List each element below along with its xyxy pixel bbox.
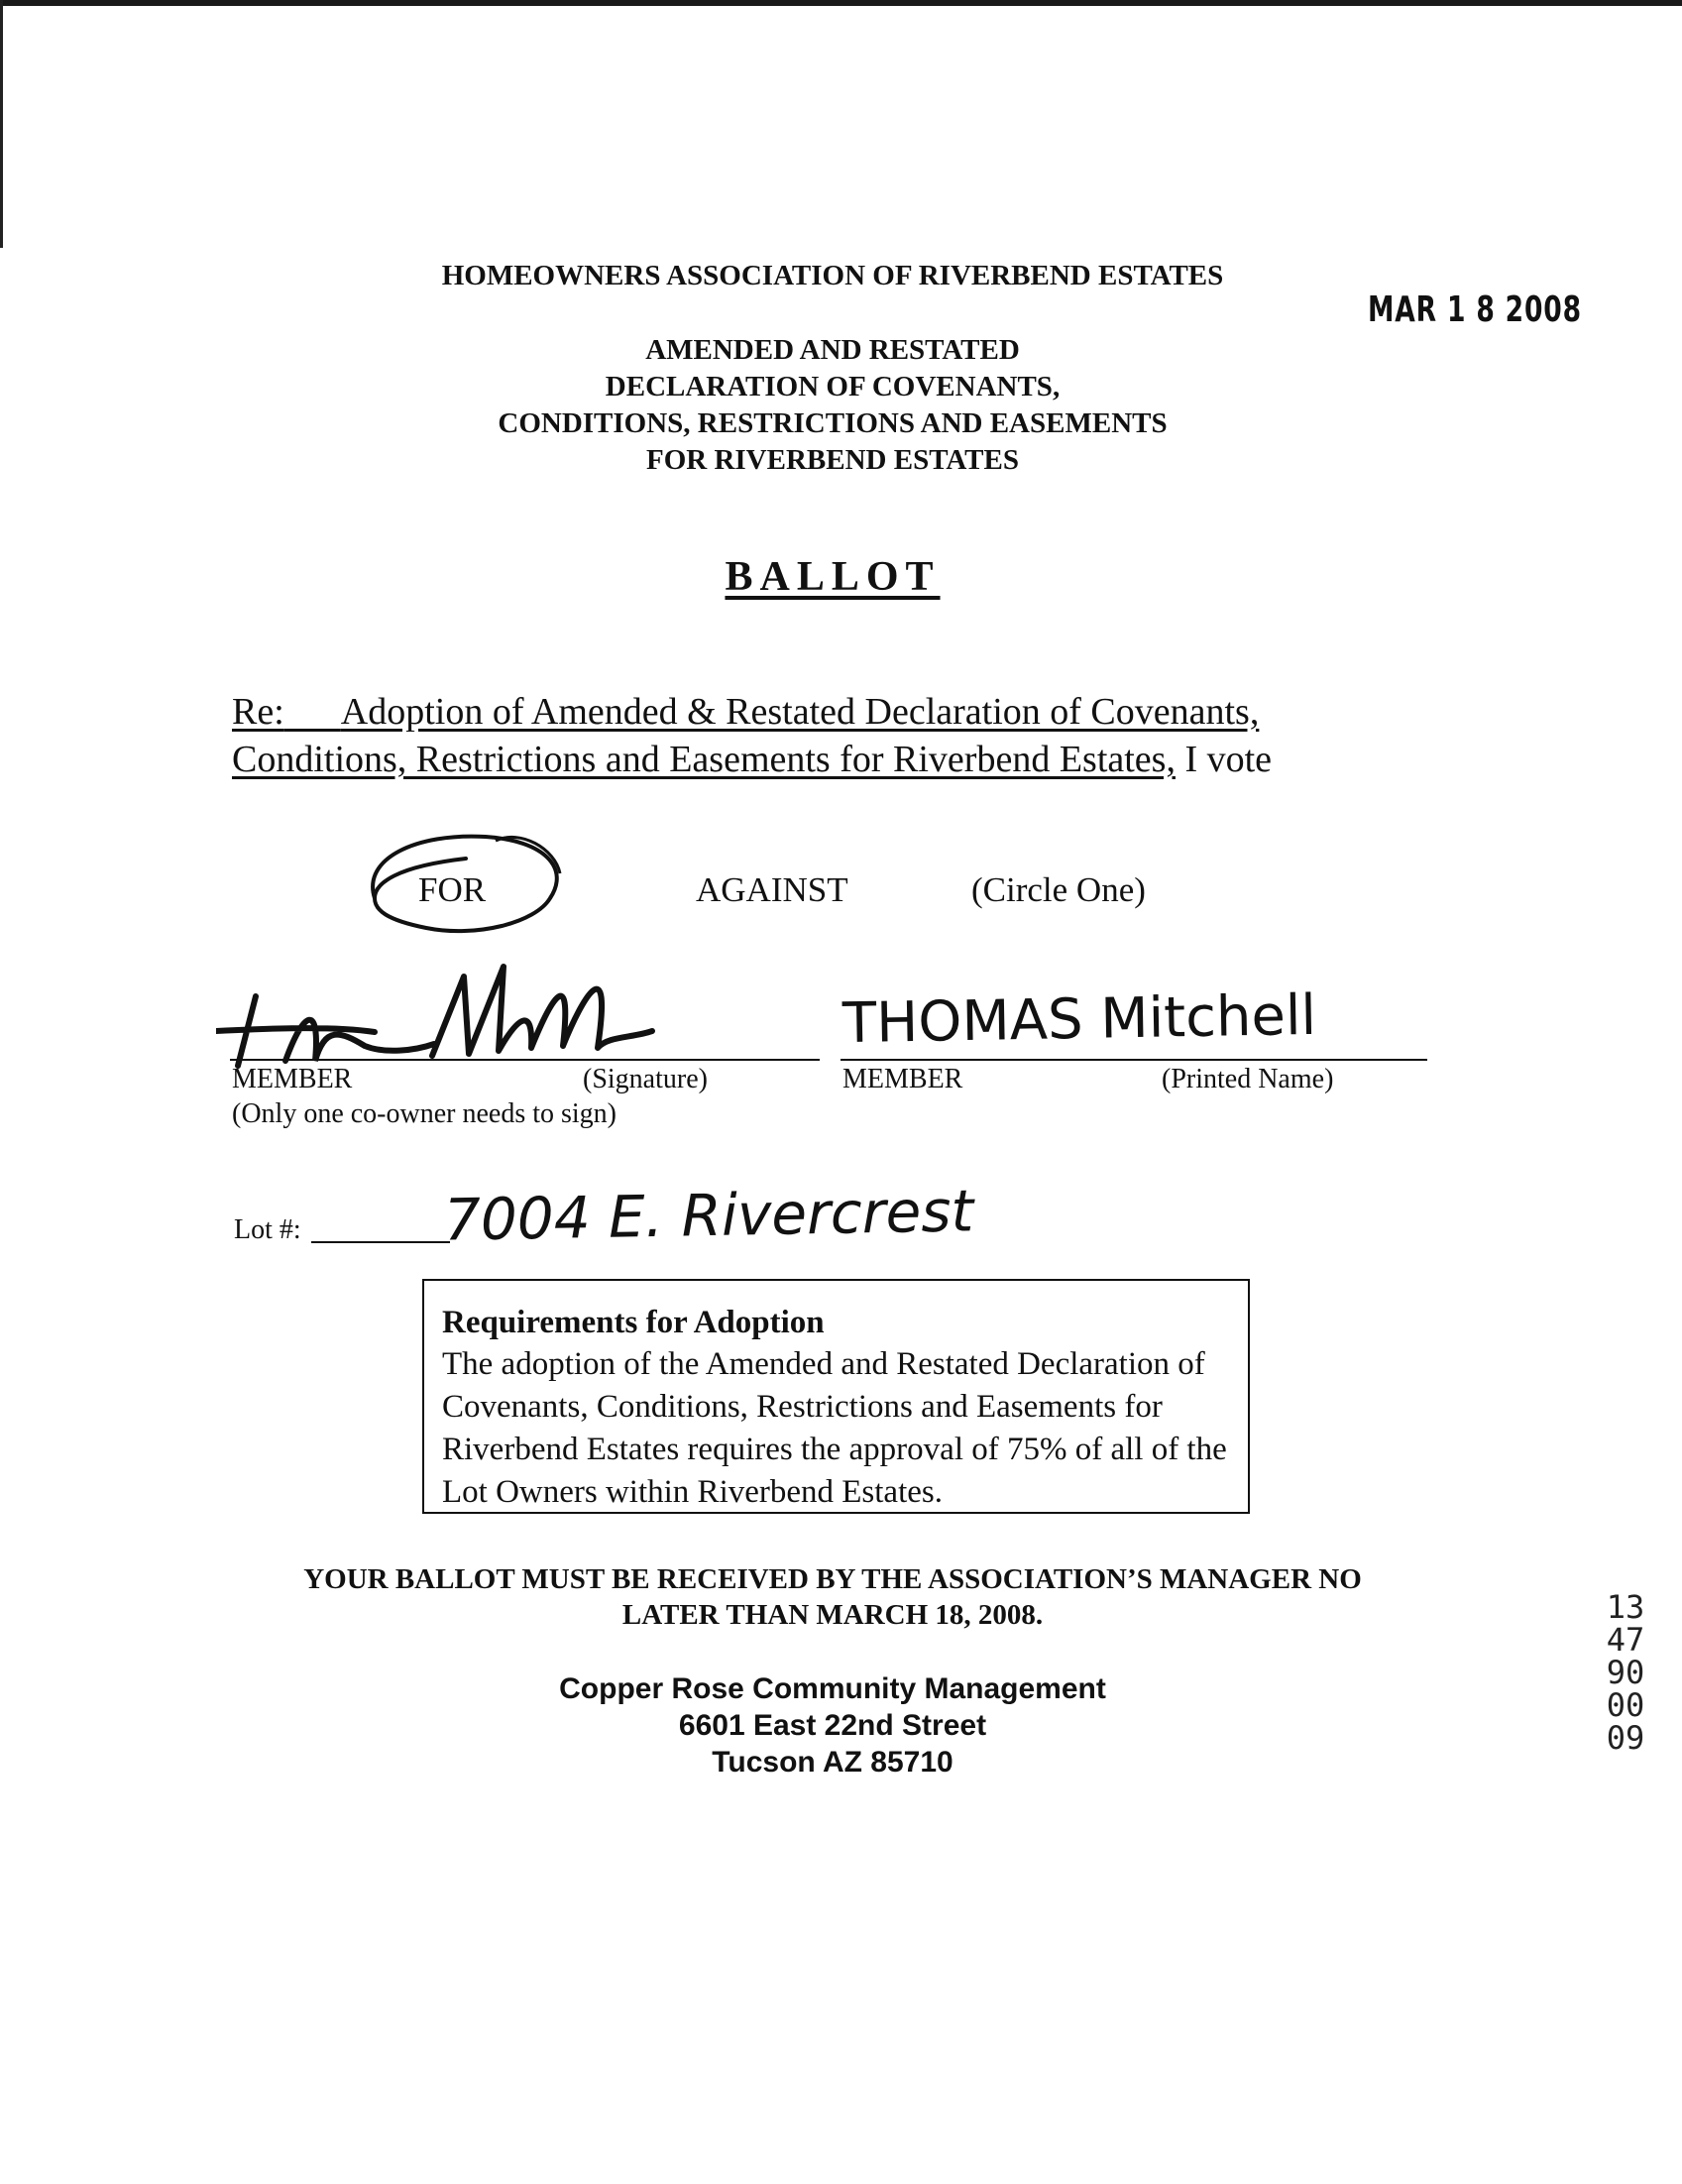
hand-drawn-circle-mark bbox=[357, 829, 575, 948]
requirements-title: Requirements for Adoption bbox=[442, 1305, 825, 1340]
signature-label-type: (Signature) bbox=[583, 1064, 708, 1094]
requirements-body: The adoption of the Amended and Restated Declaration of Covenants, Conditions, Restrictions and Easements for Riverbend Estates requires the approval of 75% of all of the Lot Owners within Riverbend Estates. bbox=[442, 1346, 1227, 1510]
printed-name-line bbox=[841, 1059, 1427, 1061]
re-line-2 bbox=[232, 738, 1441, 781]
re-label: Re: bbox=[232, 691, 284, 733]
lot-number-handwritten: 7004 E. Rivercrest bbox=[443, 1177, 974, 1254]
association-name: HOMEOWNERS ASSOCIATION OF RIVERBEND ESTATES bbox=[441, 260, 1224, 291]
management-city: Tucson AZ 85710 bbox=[712, 1746, 953, 1779]
re-vote-suffix: I vote bbox=[1175, 739, 1273, 780]
member-signature bbox=[216, 937, 672, 1076]
management-street: 6601 East 22nd Street bbox=[678, 1709, 987, 1742]
title-line-2: DECLARATION OF COVENANTS, bbox=[605, 371, 1061, 402]
vote-option-for[interactable]: FOR bbox=[418, 870, 487, 909]
signature-label-member: MEMBER bbox=[232, 1064, 353, 1094]
title-line-1: AMENDED AND RESTATED bbox=[645, 334, 1020, 366]
title-line-4: FOR RIVERBEND ESTATES bbox=[645, 444, 1019, 476]
vote-instruction: (Circle One) bbox=[971, 870, 1146, 909]
scan-edge-left bbox=[0, 0, 3, 248]
printed-name-label-type: (Printed Name) bbox=[1162, 1064, 1334, 1094]
signature-note: (Only one co-owner needs to sign) bbox=[232, 1098, 617, 1129]
requirements-box bbox=[422, 1279, 1250, 1514]
signature-line bbox=[230, 1059, 820, 1061]
scan-edge-top bbox=[0, 0, 1682, 6]
printed-name-handwritten: THOMAS Mitchell bbox=[841, 982, 1317, 1057]
re-subject-line-2: Conditions, Restrictions and Easements for Riverbend Estates, bbox=[232, 739, 1176, 780]
re-line-1 bbox=[232, 690, 1441, 734]
printed-name-label-member: MEMBER bbox=[842, 1064, 963, 1094]
vote-option-against[interactable]: AGAINST bbox=[696, 870, 848, 909]
document-control-number: 1347900009 bbox=[1606, 1588, 1645, 1757]
received-date-stamp: MAR 1 8 2008 bbox=[1368, 289, 1582, 330]
deadline-line-1: YOUR BALLOT MUST BE RECEIVED BY THE ASSOCIATION’S MANAGER NO bbox=[303, 1563, 1362, 1595]
lot-number-label: Lot #: bbox=[234, 1214, 301, 1245]
management-name: Copper Rose Community Management bbox=[559, 1672, 1106, 1705]
title-line-3: CONDITIONS, RESTRICTIONS AND EASEMENTS bbox=[498, 407, 1168, 439]
re-subject-line-1: Adoption of Amended & Restated Declaration of Covenants, bbox=[340, 691, 1260, 733]
ballot-heading: BALLOT bbox=[725, 554, 941, 600]
deadline-line-2: LATER THAN MARCH 18, 2008. bbox=[621, 1599, 1044, 1631]
lot-number-line bbox=[311, 1241, 450, 1243]
